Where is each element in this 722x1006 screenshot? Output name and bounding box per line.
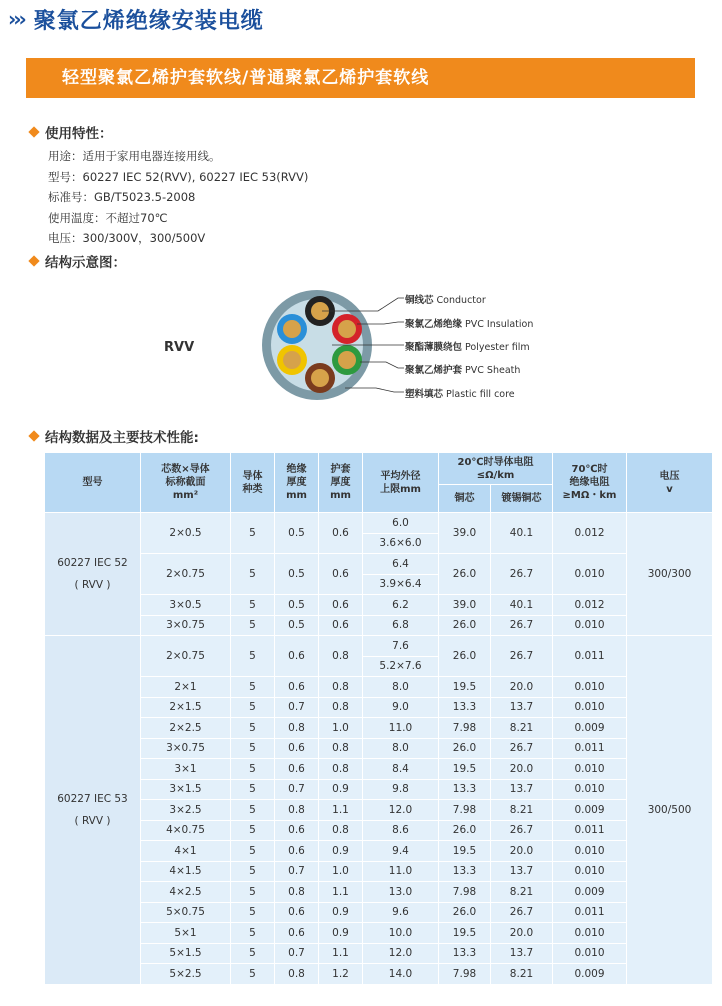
table-cell: ( RVV ) (74, 579, 111, 591)
table-cell: 0.6 (319, 513, 363, 554)
table-cell: 0.7 (275, 861, 319, 882)
table-row (45, 615, 713, 636)
table-cell: 3×1 (141, 759, 231, 780)
model-cell (45, 513, 141, 636)
table-cell: 聚酯薄膜绕包 (405, 342, 463, 353)
table-cell: 平均外径 (380, 470, 421, 482)
legend-pvc-insulation (405, 316, 533, 330)
table-cell: 11.0 (363, 861, 439, 882)
table-cell: 0.010 (553, 554, 627, 595)
table-cell: 聚氯乙烯绝缘 (405, 319, 463, 330)
table-cell: mm (286, 490, 307, 501)
table-cell: 5 (231, 800, 275, 821)
table-cell: 0.010 (553, 779, 627, 800)
table-cell: 1.0 (319, 861, 363, 882)
table-cell: 26.0 (439, 738, 491, 759)
table-cell: 2×1.5 (141, 697, 231, 718)
header-tinned-copper: 镀锡铜芯 (491, 485, 553, 513)
table-cell: 0.5 (275, 615, 319, 636)
table-cell: 0.6 (275, 902, 319, 923)
table-cell: Polyester film (465, 342, 530, 353)
table-cell: 13.7 (491, 943, 553, 964)
table-cell: 0.7 (275, 779, 319, 800)
table-cell: PVC Insulation (465, 319, 534, 330)
table-cell: 0.009 (553, 964, 627, 985)
table-cell: 4×0.75 (141, 820, 231, 841)
table-cell: 4×1.5 (141, 861, 231, 882)
table-cell: 19.5 (439, 923, 491, 944)
table-cell: 7.98 (439, 718, 491, 739)
table-cell: 5 (231, 841, 275, 862)
table-cell: 5×2.5 (141, 964, 231, 985)
table-cell: 0.8 (275, 800, 319, 821)
table-cell: 20.0 (491, 677, 553, 698)
table-cell: 5 (231, 861, 275, 882)
table-cell: 5 (231, 636, 275, 677)
table-cell: 0.010 (553, 759, 627, 780)
table-cell: 1.1 (319, 943, 363, 964)
table-cell: 5 (231, 697, 275, 718)
page-title-text: 聚氯乙烯绝缘安装电缆 (33, 8, 264, 34)
table-cell: 0.009 (553, 882, 627, 903)
table-cell: 0.6 (275, 677, 319, 698)
table-cell: 绝缘 (286, 464, 307, 475)
table-cell: 0.6 (275, 923, 319, 944)
table-cell: 0.6 (275, 738, 319, 759)
table-cell: 4×2.5 (141, 882, 231, 903)
table-cell: 20.0 (491, 841, 553, 862)
legend-polyester-film (405, 339, 530, 353)
table-cell: 5 (231, 759, 275, 780)
table-cell: 0.9 (319, 779, 363, 800)
table-row (45, 882, 713, 903)
table-cell: 塑料填芯 (405, 389, 444, 400)
header-voltage (627, 453, 713, 513)
table-cell: 0.8 (319, 677, 363, 698)
table-cell: 26.7 (491, 820, 553, 841)
table-cell: 0.011 (553, 636, 627, 677)
table-cell: 0.8 (275, 718, 319, 739)
table-cell: 13.3 (439, 943, 491, 964)
table-row (45, 820, 713, 841)
table-cell: 26.0 (439, 554, 491, 595)
table-cell: 0.010 (553, 615, 627, 636)
structure-heading-text: 结构示意图： (45, 255, 126, 271)
table-cell: 5 (231, 943, 275, 964)
legend-plastic-fill-core (405, 386, 515, 400)
table-cell: 8.21 (491, 964, 553, 985)
table-cell: 0.8 (319, 820, 363, 841)
table-cell: 60227 IEC 52 (57, 557, 128, 569)
product-banner: 轻型聚氯乙烯护套软线/普通聚氯乙烯护套软线 (26, 58, 695, 98)
table-cell: 0.6 (275, 759, 319, 780)
table-row (45, 513, 713, 534)
table-cell: 7.98 (439, 882, 491, 903)
model-cell (45, 636, 141, 985)
table-cell: 3.9×6.4 (363, 574, 439, 595)
header-insulation (275, 453, 319, 513)
table-row (45, 697, 713, 718)
table-cell: 2×0.5 (141, 513, 231, 554)
table-cell: 2×1 (141, 677, 231, 698)
table-cell: 0.009 (553, 718, 627, 739)
table-cell: 9.0 (363, 697, 439, 718)
table-cell: 3×0.75 (141, 615, 231, 636)
table-heading-text: 结构数据及主要技术性能: (45, 430, 199, 446)
table-cell: 0.010 (553, 841, 627, 862)
table-cell: 3×0.5 (141, 595, 231, 616)
header-resistance (439, 453, 553, 485)
table-cell: 0.6 (319, 615, 363, 636)
table-row (45, 677, 713, 698)
table-cell: 20.0 (491, 759, 553, 780)
legend-conductor (405, 292, 486, 306)
table-cell: PVC Sheath (465, 365, 521, 376)
table-cell: 0.010 (553, 943, 627, 964)
voltage-cell: 300/300 (627, 513, 713, 636)
table-cell: 12.0 (363, 943, 439, 964)
table-cell: 5 (231, 779, 275, 800)
table-cell: 0.9 (319, 841, 363, 862)
table-cell: 8.0 (363, 738, 439, 759)
table-cell: 5 (231, 820, 275, 841)
table-cell: 8.4 (363, 759, 439, 780)
table-cell: 8.21 (491, 882, 553, 903)
table-row (45, 923, 713, 944)
table-row (45, 800, 713, 821)
table-cell: 8.0 (363, 677, 439, 698)
table-row (45, 738, 713, 759)
table-row (45, 943, 713, 964)
header-copper: 铜芯 (439, 485, 491, 513)
spec-table (44, 452, 713, 985)
table-cell: 电压 (659, 470, 680, 482)
table-cell: 0.8 (319, 697, 363, 718)
table-cell: 6.0 (363, 513, 439, 534)
table-cell: 5×1 (141, 923, 231, 944)
table-cell: 4×1 (141, 841, 231, 862)
table-cell: mm (330, 490, 351, 501)
table-cell: 26.0 (439, 902, 491, 923)
table-cell: 绝缘电阻 (569, 477, 610, 488)
table-cell: 8.21 (491, 718, 553, 739)
table-cell: 9.4 (363, 841, 439, 862)
features-list (48, 146, 308, 249)
table-cell: 7.98 (439, 800, 491, 821)
voltage-cell: 300/500 (627, 636, 713, 985)
table-cell: 26.7 (491, 636, 553, 677)
table-cell: 3×0.75 (141, 738, 231, 759)
table-row (45, 861, 713, 882)
table-row (45, 759, 713, 780)
table-cell: 5 (231, 554, 275, 595)
table-cell: 0.010 (553, 697, 627, 718)
feature-usage: 用途：适用于家用电器连接用线。 (48, 149, 221, 163)
feature-model: 型号：60227 IEC 52(RVV), 60227 IEC 53(RVV) (48, 169, 309, 184)
table-cell: 13.3 (439, 861, 491, 882)
table-cell: 0.9 (319, 923, 363, 944)
table-cell: 5.2×7.6 (363, 656, 439, 677)
header-sheath (319, 453, 363, 513)
table-cell: 1.1 (319, 800, 363, 821)
core-red (332, 314, 362, 344)
table-cell: mm² (172, 490, 199, 501)
table-cell: 1.1 (319, 882, 363, 903)
header-insulation-resistance (553, 453, 627, 513)
feature-voltage: 电压：300/300V，300/500V (48, 231, 206, 245)
table-cell: 0.9 (319, 902, 363, 923)
chevron-right-icon: ››› (8, 7, 24, 31)
structure-heading (30, 251, 126, 271)
table-cell: 0.011 (553, 902, 627, 923)
table-cell: 7.6 (363, 636, 439, 657)
table-cell: 0.5 (275, 513, 319, 554)
table-cell: 26.7 (491, 738, 553, 759)
header-cores (141, 453, 231, 513)
table-cell: 5 (231, 595, 275, 616)
table-cell: 5×0.75 (141, 902, 231, 923)
table-row (45, 718, 713, 739)
table-row (45, 636, 713, 657)
table-cell: 1.0 (319, 718, 363, 739)
table-cell: 3.6×6.0 (363, 533, 439, 554)
table-cell: 5 (231, 923, 275, 944)
features-heading (30, 122, 113, 142)
table-cell: 0.009 (553, 800, 627, 821)
table-cell: 5 (231, 677, 275, 698)
table-heading (30, 426, 199, 446)
table-cell: 0.012 (553, 513, 627, 554)
diamond-bullet-icon (28, 255, 39, 266)
table-cell: 0.7 (275, 943, 319, 964)
table-cell: 8.6 (363, 820, 439, 841)
table-cell: 0.011 (553, 738, 627, 759)
table-cell: 种类 (242, 483, 263, 495)
table-cell: 20℃时导体电阻 (457, 456, 534, 468)
table-cell: 9.6 (363, 902, 439, 923)
table-cell: 0.010 (553, 677, 627, 698)
table-cell: 厚度 (286, 477, 307, 488)
table-cell: 0.6 (275, 820, 319, 841)
page-title (8, 6, 264, 32)
table-cell: 40.1 (491, 513, 553, 554)
table-cell: ( RVV ) (74, 814, 111, 827)
table-cell: 26.0 (439, 615, 491, 636)
table-cell: 0.6 (275, 841, 319, 862)
table-cell: 标称截面 (165, 477, 206, 488)
table-cell: 2×2.5 (141, 718, 231, 739)
cable-cross-section-diagram (0, 280, 722, 410)
table-cell: 0.8 (275, 964, 319, 985)
table-cell: 0.010 (553, 923, 627, 944)
table-cell: 5 (231, 738, 275, 759)
table-cell: 10.0 (363, 923, 439, 944)
table-cell: 26.0 (439, 820, 491, 841)
table-cell: 14.0 (363, 964, 439, 985)
table-cell: 0.010 (553, 861, 627, 882)
table-cell: 13.3 (439, 697, 491, 718)
core-green (332, 345, 362, 375)
table-cell: 6.4 (363, 554, 439, 575)
features-heading-text: 使用特性： (45, 126, 113, 142)
table-cell: 3×1.5 (141, 779, 231, 800)
table-cell: 39.0 (439, 595, 491, 616)
table-cell: 聚氯乙烯护套 (405, 365, 463, 376)
table-cell: 0.5 (275, 595, 319, 616)
table-cell: 26.7 (491, 902, 553, 923)
table-cell: 5 (231, 513, 275, 554)
table-cell: 0.5 (275, 554, 319, 595)
table-cell: 5×1.5 (141, 943, 231, 964)
core-brown (305, 363, 335, 393)
table-cell: 5 (231, 718, 275, 739)
table-cell: ≥MΩ・km (562, 490, 617, 501)
table-cell: 20.0 (491, 923, 553, 944)
table-cell: 型号 (82, 477, 103, 488)
table-cell: 0.6 (319, 554, 363, 595)
table-cell: 5 (231, 615, 275, 636)
table-cell: 5 (231, 882, 275, 903)
table-cell: 60227 IEC 53 (57, 792, 128, 805)
table-cell: 0.012 (553, 595, 627, 616)
legend-pvc-sheath (405, 362, 520, 376)
table-cell: 6.8 (363, 615, 439, 636)
table-cell: 7.98 (439, 964, 491, 985)
table-cell: 3×2.5 (141, 800, 231, 821)
table-cell: 26.7 (491, 554, 553, 595)
table-cell: 5 (231, 964, 275, 985)
table-cell: 0.6 (319, 595, 363, 616)
table-cell: 0.8 (319, 738, 363, 759)
table-cell: 5 (231, 902, 275, 923)
table-cell: 11.0 (363, 718, 439, 739)
header-conductor-class (231, 453, 275, 513)
table-cell: 6.2 (363, 595, 439, 616)
table-cell: 0.011 (553, 820, 627, 841)
table-cell: 40.1 (491, 595, 553, 616)
header-outer-diameter (363, 453, 439, 513)
table-cell: 13.7 (491, 779, 553, 800)
table-row (45, 964, 713, 985)
table-row (45, 841, 713, 862)
table-row (45, 779, 713, 800)
diamond-bullet-icon (28, 126, 39, 137)
feature-standard: 标准号：GB/T5023.5-2008 (48, 190, 196, 204)
table-cell: 导体 (242, 470, 263, 482)
table-cell: v (666, 483, 673, 495)
table-cell: 2×0.75 (141, 636, 231, 677)
table-cell: 0.7 (275, 697, 319, 718)
core-blue (277, 314, 307, 344)
feature-temperature: 使用温度：不超过70℃ (48, 210, 168, 225)
diamond-bullet-icon (28, 430, 39, 441)
rvv-label: RVV (164, 340, 195, 355)
table-cell: 70℃时 (571, 464, 608, 475)
table-row (45, 902, 713, 923)
table-cell: 9.8 (363, 779, 439, 800)
core-yellow (277, 345, 307, 375)
table-cell: 1.2 (319, 964, 363, 985)
table-cell: 19.5 (439, 677, 491, 698)
table-cell: 0.8 (319, 636, 363, 677)
table-cell: 0.6 (275, 636, 319, 677)
table-cell: 铜线芯 (405, 295, 434, 306)
table-cell: 12.0 (363, 800, 439, 821)
table-cell: 26.0 (439, 636, 491, 677)
table-cell: 19.5 (439, 759, 491, 780)
table-row (45, 595, 713, 616)
table-cell: 8.21 (491, 800, 553, 821)
table-cell: 19.5 (439, 841, 491, 862)
table-cell: 13.7 (491, 697, 553, 718)
table-cell: Plastic fill core (446, 389, 515, 400)
table-cell: 0.8 (275, 882, 319, 903)
table-cell: 13.3 (439, 779, 491, 800)
table-cell: 2×0.75 (141, 554, 231, 595)
table-cell: 13.7 (491, 861, 553, 882)
table-cell: ≤Ω/km (476, 469, 515, 481)
table-cell: Conductor (436, 295, 486, 306)
table-cell: 厚度 (330, 477, 351, 488)
table-cell: 0.8 (319, 759, 363, 780)
table-cell: 芯数×导体 (161, 464, 210, 475)
header-model (45, 453, 141, 513)
table-cell: 13.0 (363, 882, 439, 903)
table-row (45, 554, 713, 575)
table-cell: 护套 (330, 464, 351, 475)
table-cell: 39.0 (439, 513, 491, 554)
table-cell: 26.7 (491, 615, 553, 636)
table-cell: 上限mm (380, 483, 421, 495)
